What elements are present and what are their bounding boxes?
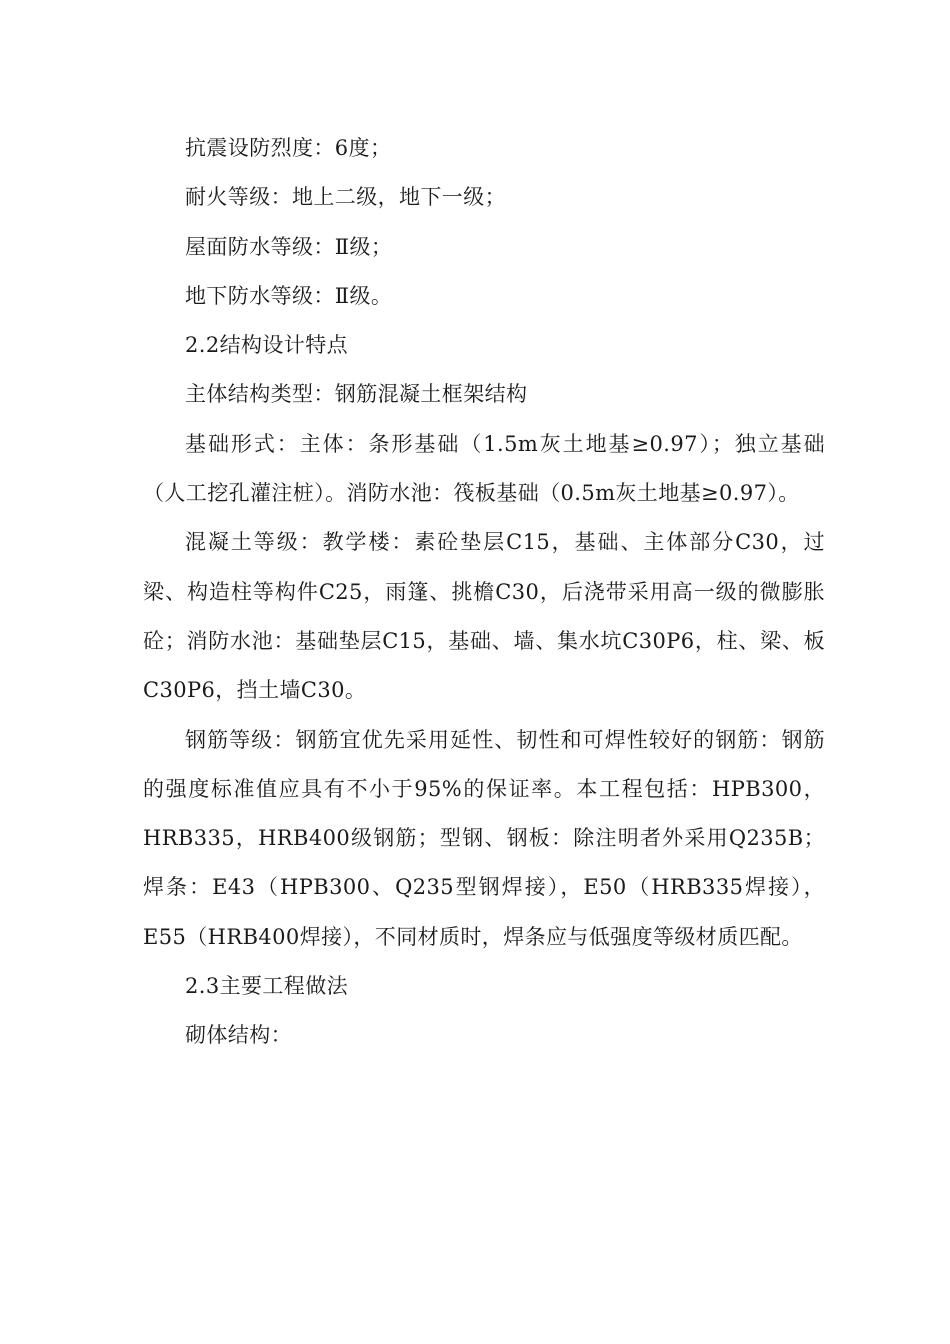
paragraph-underground-waterproof: 地下防水等级：Ⅱ级。	[185, 283, 393, 308]
paragraph-seismic-intensity: 抗震设防烈度：6度；	[185, 136, 392, 160]
document-body	[143, 124, 825, 1061]
paragraph-masonry-structure: 砌体结构：	[185, 1023, 292, 1048]
section-heading-structural-design: 2.2结构设计特点	[185, 333, 348, 358]
paragraph-structure-type: 主体结构类型：钢筋混凝土框架结构	[185, 382, 528, 407]
paragraph-roof-waterproof: 屋面防水等级：Ⅱ级；	[185, 234, 393, 259]
paragraph-foundation-form: 基础形式：主体：条形基础（1.5m灰土地基≥0.97）；独立基础（人工挖孔灌注桩）。消防水池：筏板基础（0.5m灰土地基≥0.97）。	[143, 431, 825, 506]
paragraph-fire-rating: 耐火等级：地上二级，地下一级；	[185, 185, 506, 210]
paragraph-rebar-grade: 钢筋等级：钢筋宜优先采用延性、韧性和可焊性较好的钢筋：钢筋的强度标准值应具有不小于95%的保证率。本工程包括：HPB300，HRB335，HRB400级钢筋；型钢、钢板：除注明者外采用Q235B；焊条：E43（HPB300、Q235型钢焊接），E50（HRB335焊接），E55（HRB400焊接），不同材质时，焊条应与低强度等级材质匹配。	[143, 727, 825, 949]
section-heading-main-practices: 2.3主要工程做法	[185, 974, 348, 999]
paragraph-concrete-grade: 混凝土等级：教学楼：素砼垫层C15，基础、主体部分C30，过梁、构造柱等构件C25，雨篷、挑檐C30，后浇带采用高一级的微膨胀砼；消防水池：基础垫层C15，基础、墙、集水坑C30P6，柱、梁、板C30P6，挡土墙C30。	[143, 530, 825, 703]
